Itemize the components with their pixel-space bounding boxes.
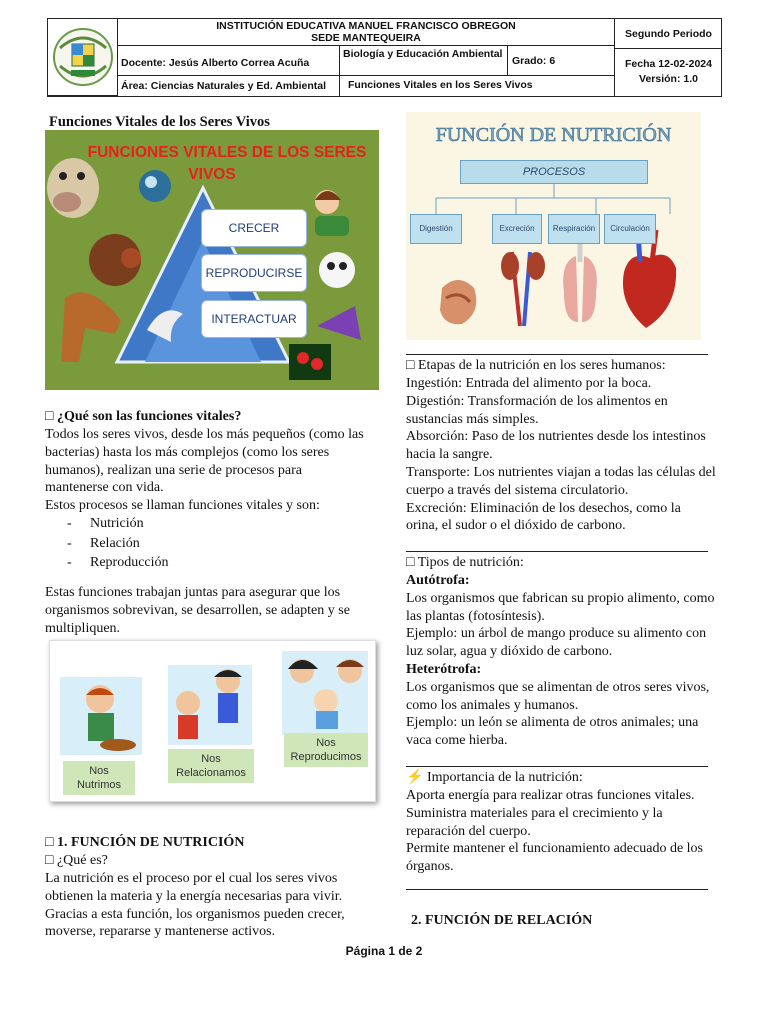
pin-icon: □ [45,409,57,424]
hetero-body: Los organismos que se alimentan de otros seres vivos, como los animales y humanos. [406,679,710,713]
vital-functions-infographic [45,130,379,390]
card-nutrimos: Nos Nutrimos [63,761,135,795]
list-item: - Nutrición [45,515,169,535]
infographic-title [45,142,379,186]
level-crecer: CRECER [201,209,307,247]
list-intro: Estos procesos se llaman funciones vitales y son: [45,498,320,513]
q-heading: □ ¿Qué son las funciones vitales? [45,409,242,424]
box-digestion: Digestión [410,214,462,244]
auto-title: Autótrofa: [406,573,470,588]
imp-list [406,787,722,876]
divider [406,889,708,890]
auto-body: Los organismos que fabrican su propio alimento, como las plantas (fotosíntesis). [406,590,715,624]
stage-item: Absorción: Paso de los nutrientes desde los intestinos hacia la sangre. [406,429,706,463]
stages-heading: □ Etapas de la nutrición en los seres humanos: [406,358,666,373]
procesos-box: PROCESOS [460,160,648,184]
card-relacionamos: Nos Relacionamos [168,749,254,783]
left-title: Funciones Vitales de los Seres Vivos [49,114,270,130]
period-cell: Segundo Periodo [615,19,722,49]
box-excrecion: Excreción [492,214,542,244]
stage-item: Digestión: Transformación de los alimentos en sustancias más simples. [406,393,668,427]
functions-list [45,515,169,574]
pin-icon: □ [406,555,418,570]
list-item: - Reproducción [45,554,169,574]
version-text: Versión: 1.0 [639,73,698,85]
stage-item: Transporte: Los nutrientes viajan a todas las células del cuerpo a través del sistema circulatorio. [406,464,716,498]
document-header [47,18,722,97]
level-interactuar: INTERACTUAR [201,300,307,338]
imp-item: Aporta energía para realizar otras funciones vitales. [406,788,695,803]
imp-item: Suministra materiales para el crecimiento y la reparación del cuerpo. [406,805,663,839]
n-sub: □ ¿Qué es? [45,853,108,868]
lightning-icon: ⚡ [406,770,427,785]
r-heading: 2. FUNCIÓN DE RELACIÓN [411,913,593,928]
stage-item: Ingestión: Entrada del alimento por la boca. [406,376,652,391]
topic-cell: Funciones Vitales en los Seres Vivos [340,76,615,96]
imp-item: Permite mantener el funcionamiento adecuado de los órganos. [406,841,704,875]
institution-name: INSTITUCIÓN EDUCATIVA MANUEL FRANCISCO OBREGON [216,20,516,32]
box-respiracion: Respiración [548,214,600,244]
branch-name: SEDE MANTEQUEIRA [311,32,421,44]
pin-icon: □ [406,358,418,373]
divider [406,354,708,355]
infographic-title-line2: VIVOS [188,166,236,183]
area-cell: Área: Ciencias Naturales y Ed. Ambiental [118,76,340,96]
types-heading: □ Tipos de nutrición: [406,555,524,570]
page-footer: Página 1 de 2 [345,944,423,958]
infographic-title-line1: FUNCIONES VITALES DE LOS SERES [87,144,367,161]
auto-example: Ejemplo: un árbol de mango produce su alimento con luz solar, agua y dióxido de carbono. [406,626,707,660]
hetero-title: Heterótrofa: [406,661,482,677]
school-logo [48,19,118,96]
hetero-example: Ejemplo: un león se alimenta de otros animales; una vaca come hierba. [406,715,699,749]
date-text: Fecha 12-02-2024 [625,58,712,70]
types-body [406,572,722,750]
institution-cell [118,19,615,46]
q-body: Todos los seres vivos, desde los más pequeños (como las bacterias) hasta los más complejos (como los seres humanos), realizan una serie de procesos para mantenerse con vida. [45,427,364,496]
teacher-cell: Docente: Jesús Alberto Correa Acuña [118,46,340,76]
list-item: - Relación [45,535,169,555]
grade-cell: Grado: 6 [508,46,615,76]
box-circulacion: Circulación [604,214,656,244]
n-body: La nutrición es el proceso por el cual los seres vivos obtienen la materia y la energía necesarias para vivir. Gracias a esta función, los organismos pueden crecer, moverse, repararse y mantenerse activos. [45,871,345,940]
stages-list [406,375,716,535]
pin-icon: □ [45,835,57,850]
pin-icon: □ [45,853,57,868]
n-heading: □ 1. FUNCIÓN DE NUTRICIÓN [45,835,245,850]
divider [406,551,708,552]
card-reproducimos: Nos Reproducimos [284,733,368,767]
date-version-cell [615,49,722,96]
imp-heading: ⚡ Importancia de la nutrición: [406,770,583,785]
functions-cards-image [49,640,376,802]
stage-item: Excreción: Eliminación de los desechos, como la orina, el sudor o el dióxido de carbono. [406,500,681,534]
subject-cell: Biología y Educación Ambiental [340,46,508,76]
together-text: Estas funciones trabajan juntas para asegurar que los organismos sobrevivan, se desarrollen, se adapten y se multipliquen. [45,585,350,636]
diagram-title: FUNCIÓN DE NUTRICIÓN [435,124,672,146]
level-reproducirse: REPRODUCIRSE [201,254,307,292]
nutrition-diagram [406,112,701,340]
divider [406,766,708,767]
